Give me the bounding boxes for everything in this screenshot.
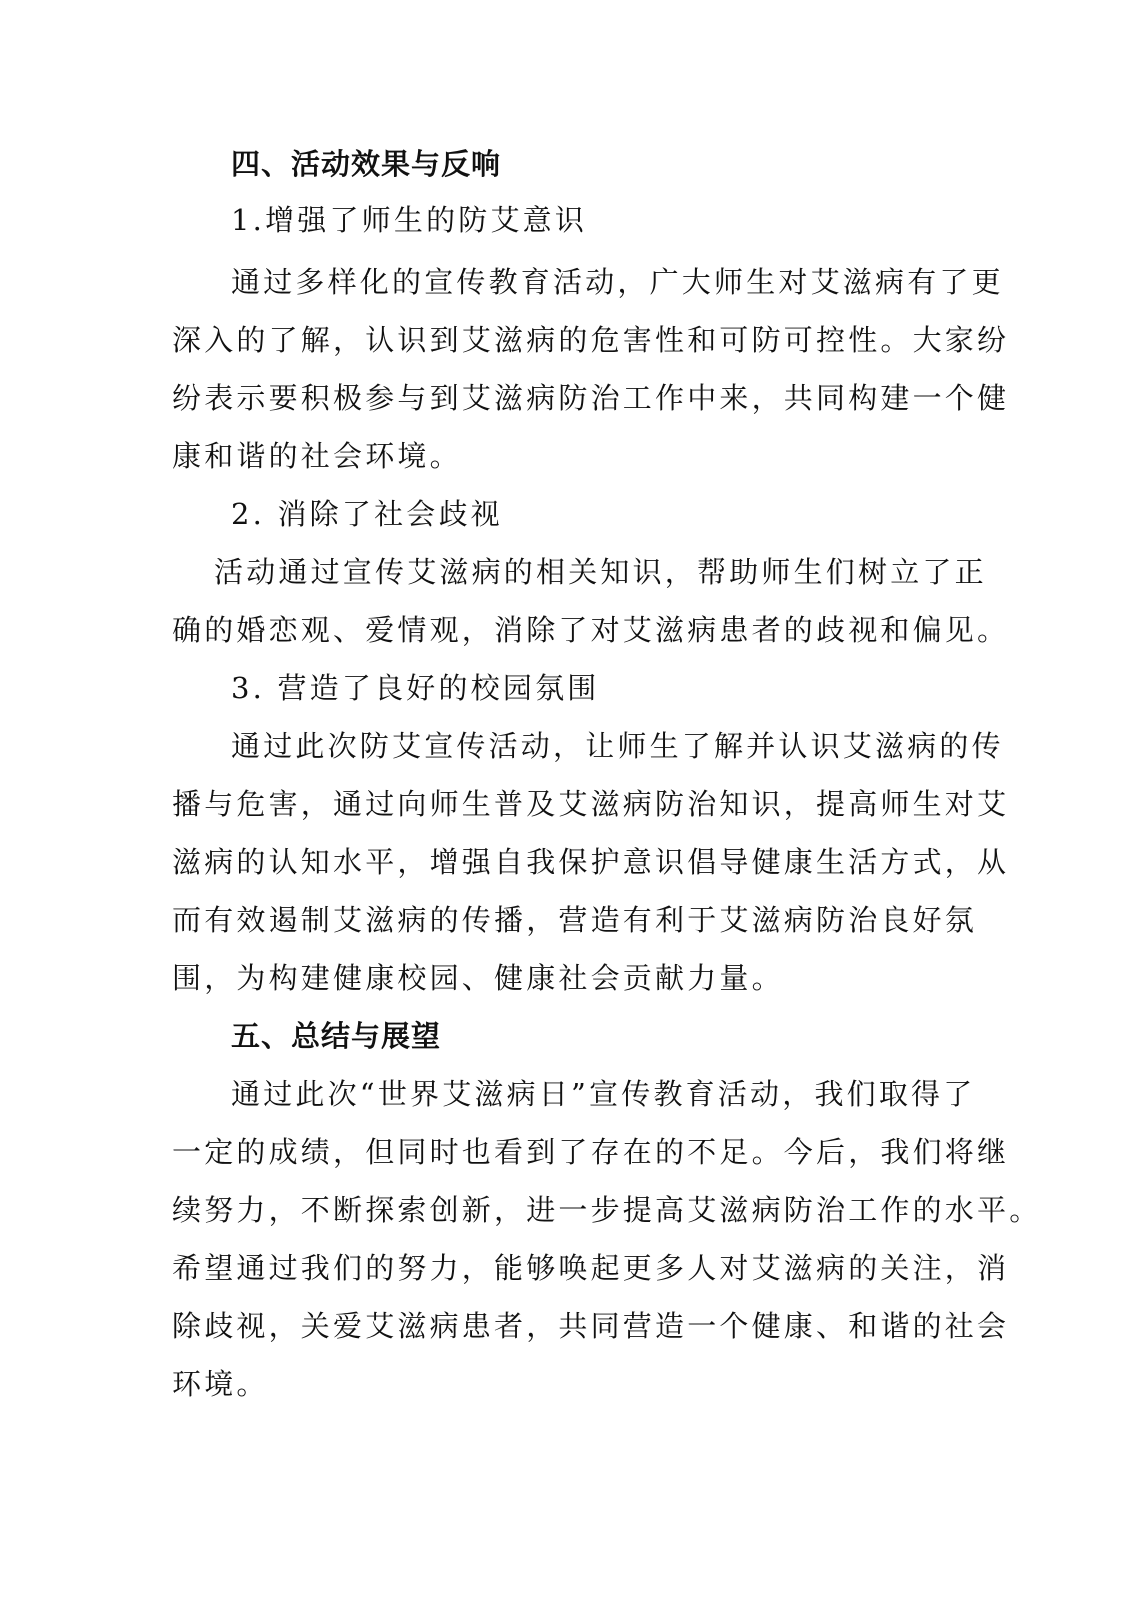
section-5-paragraph-line: 一定的成绩，但同时也看到了存在的不足。今后，我们将继: [172, 1135, 1010, 1169]
section-5-paragraph-line: 通过此次“世界艾滋病日”宣传教育活动，我们取得了: [231, 1077, 976, 1111]
item-3-paragraph-line: 播与危害，通过向师生普及艾滋病防治知识，提高师生对艾: [172, 787, 1010, 821]
item-1-title: 1.增强了师生的防艾意识: [231, 203, 588, 237]
item-3-paragraph-line: 滋病的认知水平，增强自我保护意识倡导健康生活方式，从: [172, 845, 1010, 879]
item-3-paragraph-line: 而有效遏制艾滋病的传播，营造有利于艾滋病防治良好氛: [172, 903, 978, 937]
section-5-paragraph-line: 除歧视，关爱艾滋病患者，共同营造一个健康、和谐的社会: [172, 1309, 1010, 1343]
item-2-paragraph-line: 确的婚恋观、爱情观，消除了对艾滋病患者的歧视和偏见。: [172, 613, 1010, 647]
item-1-paragraph-line: 深入的了解，认识到艾滋病的危害性和可防可控性。大家纷: [172, 323, 1010, 357]
section-5-paragraph-line: 希望通过我们的努力，能够唤起更多人对艾滋病的关注，消: [172, 1251, 1010, 1285]
section-4-heading: 四、活动效果与反响: [231, 147, 502, 181]
item-1-paragraph-line: 康和谐的社会环境。: [172, 439, 462, 473]
section-5-paragraph-line: 环境。: [172, 1367, 269, 1401]
item-1-paragraph-line: 通过多样化的宣传教育活动，广大师生对艾滋病有了更: [231, 265, 1004, 299]
section-5-heading: 五、总结与展望: [231, 1019, 442, 1053]
section-5-paragraph-line: 续努力，不断探索创新，进一步提高艾滋病防治工作的水平。: [172, 1193, 1042, 1227]
item-2-paragraph-line: 活动通过宣传艾滋病的相关知识，帮助师生们树立了正: [214, 555, 987, 589]
item-3-paragraph-line: 围，为构建健康校园、健康社会贡献力量。: [172, 961, 784, 995]
item-1-paragraph-line: 纷表示要积极参与到艾滋病防治工作中来，共同构建一个健: [172, 381, 1010, 415]
item-2-title: 2. 消除了社会歧视: [231, 497, 503, 531]
item-3-paragraph-line: 通过此次防艾宣传活动，让师生了解并认识艾滋病的传: [231, 729, 1004, 763]
item-3-title: 3. 营造了良好的校园氛围: [231, 671, 600, 705]
